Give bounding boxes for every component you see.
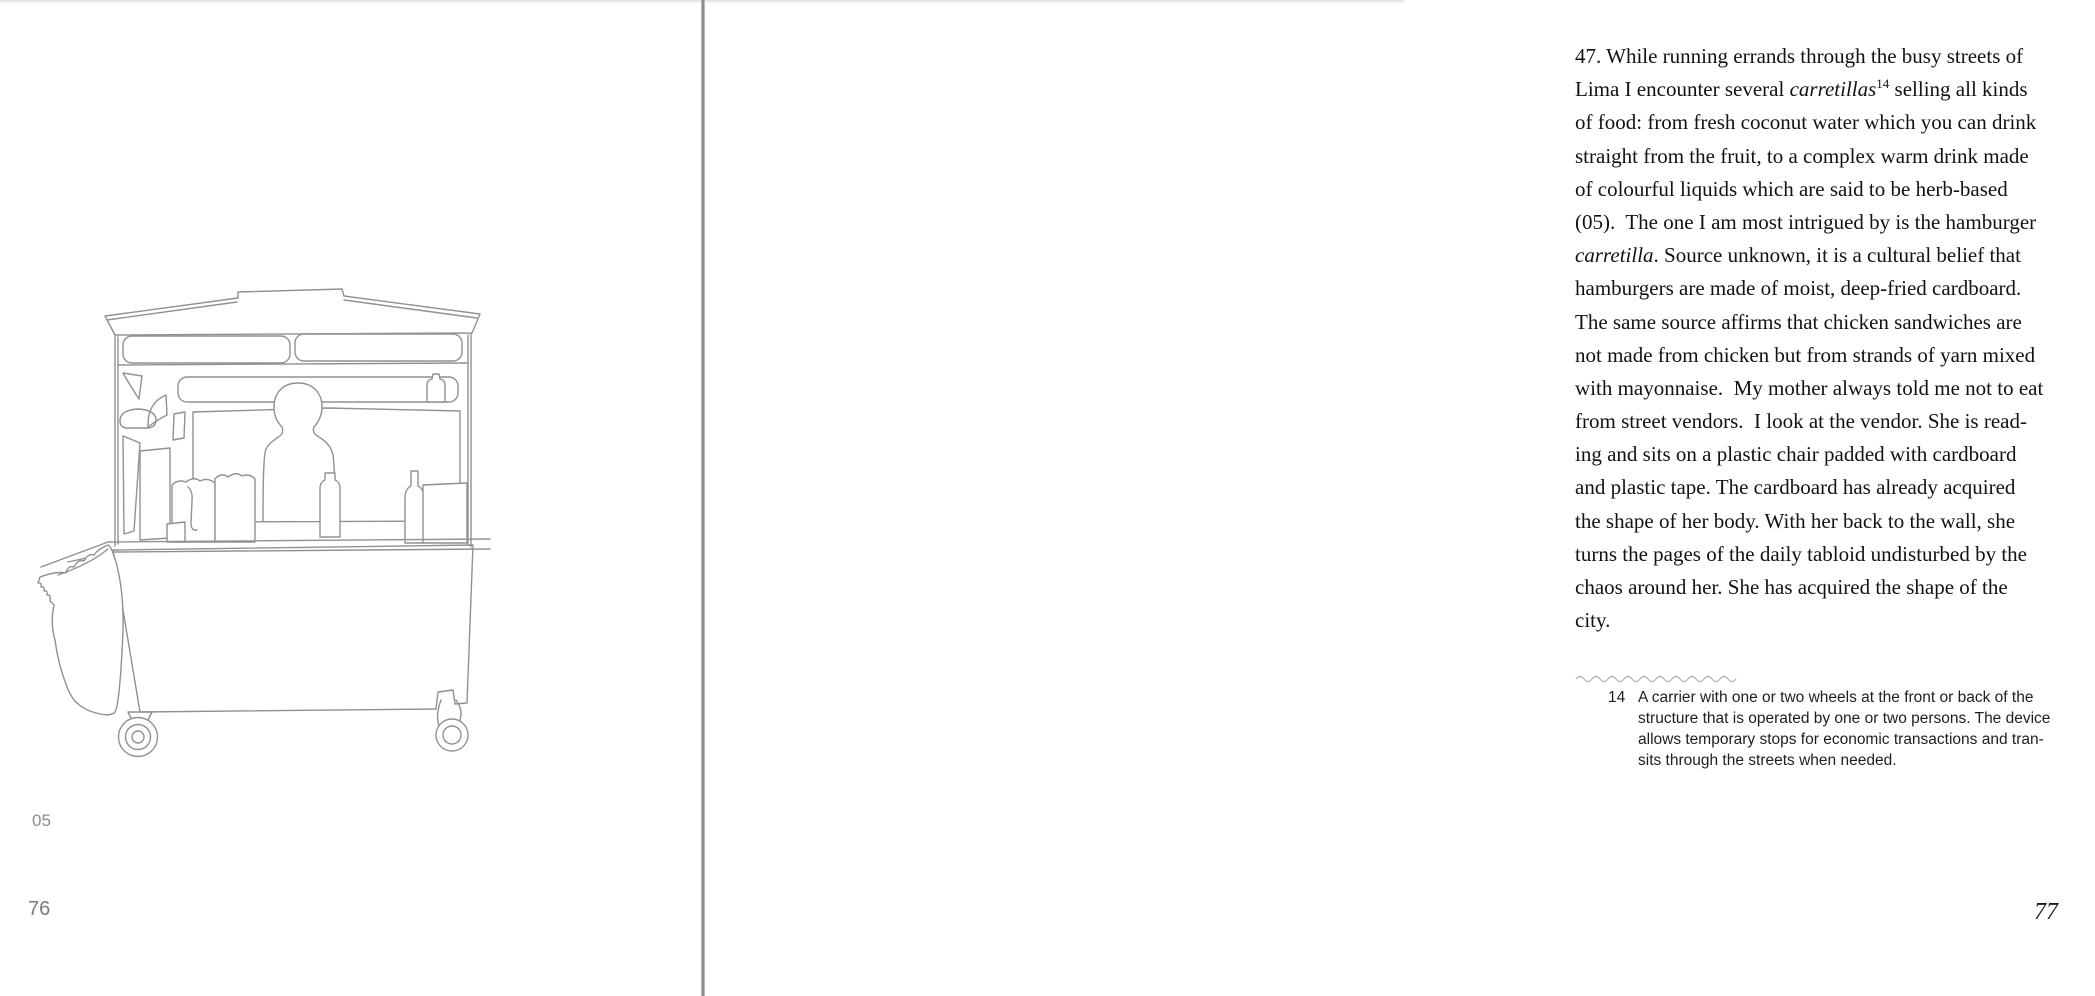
- small-cup: [167, 522, 185, 542]
- paragraph: [1575, 40, 2095, 637]
- paragraph-line: the shape of her body. With her back to the wall, she: [1575, 508, 2016, 533]
- left-page: [0, 0, 701, 996]
- paragraph-line: (05). The one I am most intrigued by is the hamburger: [1575, 209, 2037, 234]
- right-wheel: [436, 719, 468, 751]
- paragraph-line: of food: from fresh coconut water which you can drink: [1575, 110, 2037, 135]
- hanging-bag: [38, 545, 123, 715]
- paragraph-line: Lima I encounter several carretillas$^{14}$ selling all kinds: [1575, 76, 2028, 102]
- paragraph-line: The same source affirms that chicken sandwiches are: [1575, 309, 2022, 334]
- wine-bottle: [405, 471, 424, 543]
- footnote-line: structure that is operated by one or two persons. The device: [1638, 709, 2051, 727]
- center-bottle: [320, 473, 340, 537]
- paragraph-line: of colourful liquids which are said to be herb-based: [1575, 176, 2008, 201]
- right-page: [705, 0, 2058, 996]
- side-door: [123, 436, 140, 534]
- shelf-bottle: [427, 374, 445, 402]
- paragraph-line: carretilla. Source unknown, it is a cultural belief that: [1575, 243, 2021, 268]
- footnote-number: 14: [1608, 689, 1626, 706]
- jar-2: [215, 474, 255, 542]
- paragraph-line: turns the pages of the daily tabloid undisturbed by the: [1575, 541, 2027, 566]
- page-number-left: 76: [28, 898, 51, 920]
- paragraph-line: city.: [1575, 608, 1611, 633]
- counter-box: [423, 483, 467, 543]
- footnote-line: 14 A carrier with one or two wheels at the front or back of the: [1608, 688, 2088, 709]
- paragraph-line: hamburgers are made of moist, deep-fried cardboard.: [1575, 276, 2022, 301]
- paragraph-line: 47. While running errands through the busy streets of: [1575, 44, 2024, 68]
- paragraph-line: straight from the fruit, to a complex warm drink made: [1575, 143, 2029, 168]
- paragraph-line: chaos around her. She has acquired the shape of the: [1575, 575, 2008, 599]
- left-wheel: [119, 718, 158, 757]
- footnote-divider-wavy-line: [1575, 674, 1745, 683]
- paragraph-line: with mayonnaise. My mother always told me not to eat: [1575, 375, 2044, 400]
- paragraph-line: from street vendors. I look at the vendor. She is read-: [1575, 409, 2027, 434]
- cart-body: [113, 545, 473, 712]
- footnote-line: allows temporary stops for economic transactions and tran-: [1638, 730, 2044, 748]
- side-panel: [140, 448, 170, 540]
- sign-panel-left: [123, 336, 290, 363]
- footnote: [1608, 688, 2088, 772]
- paragraph-line: ing and sits on a plastic chair padded with cardboard: [1575, 442, 2017, 467]
- hanging-card: [173, 412, 185, 440]
- food-cart-illustration: [28, 283, 498, 763]
- sign-panel-right: [295, 334, 462, 361]
- hanging-pennant: [123, 373, 142, 399]
- hanging-flag: [148, 395, 167, 427]
- figure-label: 05: [32, 811, 51, 830]
- paragraph-line: not made from chicken but from strands of yarn mixed: [1575, 342, 2036, 367]
- page-number-right: 77: [2034, 899, 2058, 925]
- footnote-line: sits through the streets when needed.: [1638, 751, 1897, 769]
- paragraph-line: and plastic tape. The cardboard has already acquired: [1575, 475, 2016, 500]
